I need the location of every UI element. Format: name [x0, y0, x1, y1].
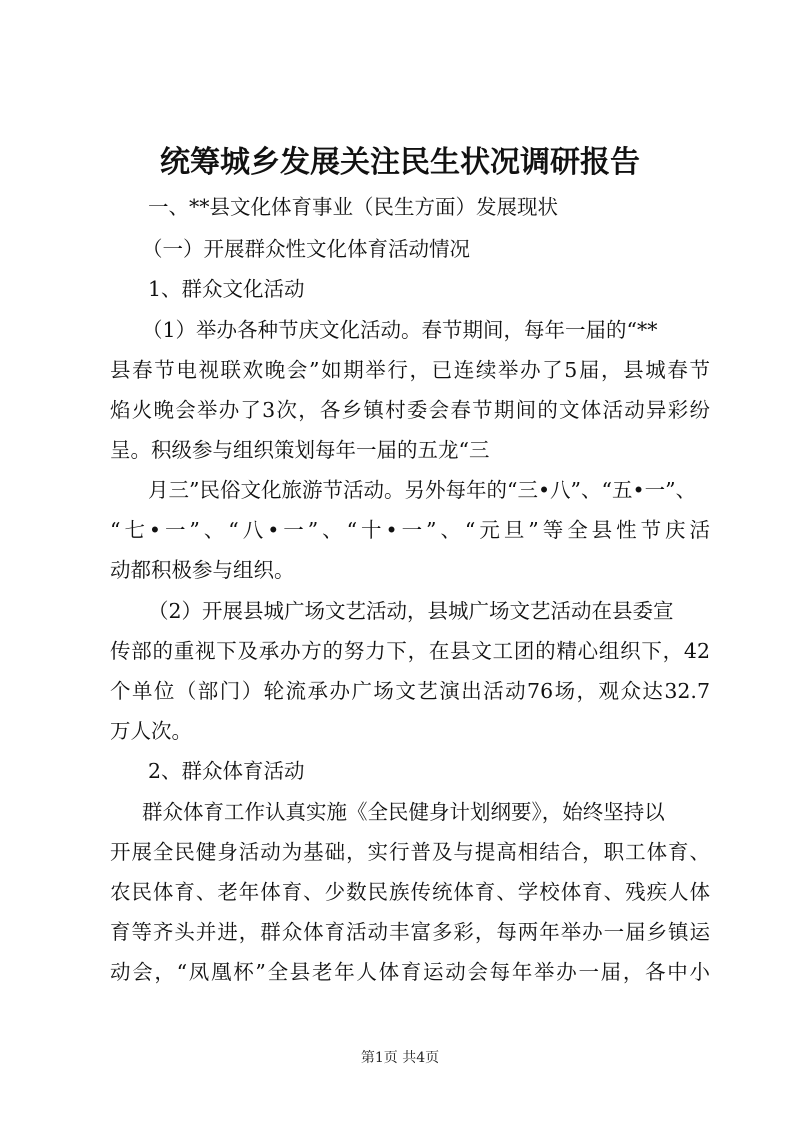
document-title: 统筹城乡发展关注民生状况调研报告 [160, 145, 640, 180]
subsection-heading-1: （一）开展群众性文化体育活动情况 [142, 237, 470, 261]
item-heading-2: 2、群众体育活动 [148, 759, 305, 783]
paragraph-line: 焰火晚会举办了3次，各乡镇村委会春节期间的文体活动异彩纷 [110, 398, 710, 422]
paragraph-line: 群众体育工作认真实施《全民健身计划纲要》，始终坚持以 [142, 800, 665, 824]
section-heading-1: 一、**县文化体育事业（民生方面）发展现状 [148, 195, 558, 219]
paragraph-line: 呈。积级参与组织策划每年一届的五龙“三 [110, 438, 490, 462]
page-footer: 第1页 共4页 [360, 1050, 440, 1066]
paragraph-line: 个单位（部门）轮流承办广场文艺演出活动76场，观众达32.7 [110, 679, 710, 703]
paragraph-line: “七•一”、“八•一”、“十•一”、“元旦”等全县性节庆活 [110, 518, 710, 542]
paragraph-line: 县春节电视联欢晚会”如期举行，已连续举办了5届，县城春节 [110, 358, 710, 382]
item-heading-1: 1、群众文化活动 [148, 277, 305, 301]
paragraph-line: 万人次。 [110, 719, 192, 743]
paragraph-line: 开展全民健身活动为基础，实行普及与提高相结合，职工体育、 [110, 840, 710, 864]
paragraph-line: 月三”民俗文化旅游节活动。另外每年的“三•八”、“五•一”、 [148, 478, 697, 502]
paragraph-line: （1）举办各种节庆文化活动。春节期间，每年一届的“** [142, 318, 658, 342]
paragraph-line: （2）开展县城广场文艺活动，县城广场文艺活动在县委宣 [148, 599, 674, 623]
paragraph-line: 传部的重视下及承办方的努力下，在县文工团的精心组织下，42 [110, 639, 710, 663]
paragraph-line: 动都积极参与组织。 [110, 558, 295, 582]
paragraph-line: 农民体育、老年体育、少数民族传统体育、学校体育、残疾人体 [110, 880, 710, 904]
paragraph-line: 动会，“凤凰杯”全县老年人体育运动会每年举办一届，各中小 [110, 960, 710, 984]
paragraph-line: 育等齐头并进，群众体育活动丰富多彩，每两年举办一届乡镇运 [110, 920, 710, 944]
